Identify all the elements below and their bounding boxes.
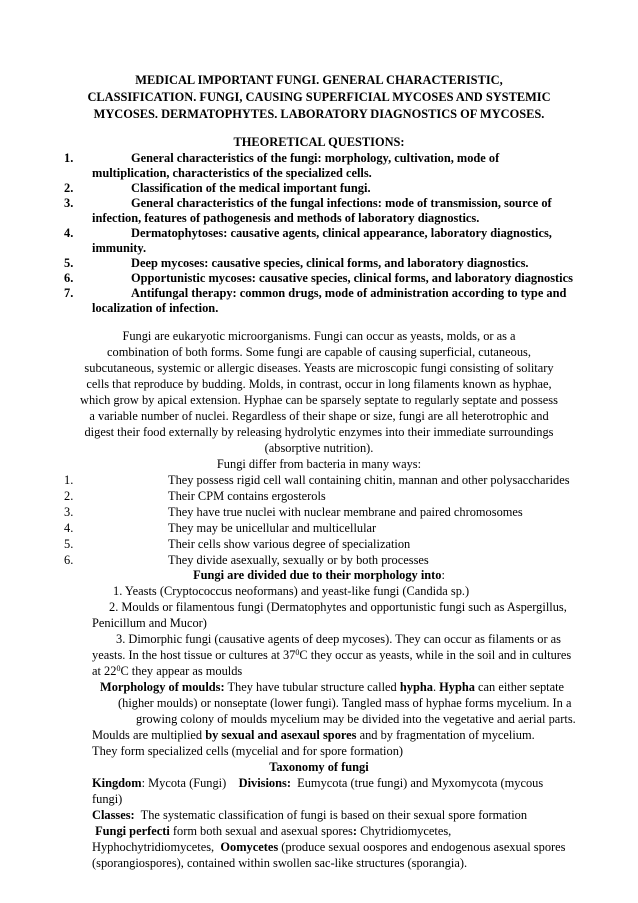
oomycetes-label: Oomycetes (220, 840, 279, 854)
title-line-2: CLASSIFICATION. FUNGI, CAUSING SUPERFICIAL MYCOSES AND SYSTEMIC (87, 90, 551, 104)
degree-superscript: 0 (295, 648, 300, 657)
divisions-label: Divisions: (238, 776, 291, 790)
degree-superscript: 0 (116, 664, 121, 673)
difference-number: 6. (64, 553, 74, 567)
taxonomy-divisions-cont: fungi) (92, 792, 123, 806)
questions-heading: THEORETICAL QUESTIONS: (233, 135, 405, 149)
question-text: General characteristics of the fungi: morphology, cultivation, mode of (131, 151, 500, 165)
taxonomy-classes-line (92, 808, 527, 823)
difference-number: 4. (64, 521, 74, 535)
kingdom-label: Kingdom (92, 776, 142, 790)
title-line-3: MYCOSES. DERMATOPHYTES. LABORATORY DIAGNOSTICS OF MYCOSES. (93, 107, 545, 121)
text-fragment: yeasts. In the host tissue or cultures at 37 (92, 648, 296, 662)
text-fragment-bold: by sexual and asexaul spores (205, 728, 357, 742)
question-text: Classification of the medical important fungi. (131, 181, 371, 195)
question-number: 3. (64, 196, 74, 210)
moulds-line-2: (higher moulds) or nonseptate (lower fungi). Tangled mass of hyphae forms mycelium. In a (118, 696, 572, 710)
morphology-heading (0, 568, 638, 583)
question-text: Deep mycoses: causative species, clinical forms, and laboratory diagnostics. (131, 256, 529, 270)
moulds-line-1 (100, 680, 564, 695)
classes-label: Classes: (92, 808, 135, 822)
taxonomy-oomycetes-line (92, 840, 565, 855)
morphology-heading-text: Fungi are divided due to their morphology into (193, 568, 442, 582)
text-fragment: (produce sexual oospores and endogenous asexual spores (278, 840, 566, 854)
intro-line: a variable number of nuclei. Regardless of their shape or size, fungi are all heterotrophic and (89, 409, 549, 423)
intro-line: Fungi are eukaryotic microorganisms. Fungi can occur as yeasts, molds, or as a (122, 329, 516, 343)
term-hypha: Hypha (439, 680, 475, 694)
text-fragment: at 22 (92, 664, 117, 678)
question-text-cont: localization of infection. (92, 301, 219, 315)
intro-line: (absorptive nutrition). (264, 441, 374, 455)
intro-line: which grow by apical extension. Hyphae can be sparsely septate to regularly septate and possess (80, 393, 558, 407)
difference-text: Their cells show various degree of specialization (168, 537, 411, 551)
text-fragment: C they occur as yeasts, while in the soil and in cultures (299, 648, 572, 662)
question-text-cont: immunity. (92, 241, 147, 255)
taxonomy-perfecti-line (92, 824, 451, 839)
morphology-item-3: 3. Dimorphic fungi (causative agents of deep mycoses). They can occur as filaments or as (116, 632, 561, 646)
morphology-item-1: 1. Yeasts (Cryptococcus neoformans) and yeast-like fungi (Candida sp.) (113, 584, 470, 598)
text-fragment: : Mycota (Fungi) (141, 776, 239, 790)
intro-line: subcutaneous, systemic or allergic diseases. Yeasts are microscopic fungi consisting of solitary (84, 361, 554, 375)
title-line-1: MEDICAL IMPORTANT FUNGI. GENERAL CHARACTERISTIC, (135, 73, 503, 87)
question-text: Dermatophytoses: causative agents, clinical appearance, laboratory diagnostics, (131, 226, 552, 240)
text-fragment: Chytridiomycetes, (356, 824, 452, 838)
question-number: 4. (64, 226, 74, 240)
difference-number: 5. (64, 537, 74, 551)
text-fragment: Moulds are multiplied (92, 728, 206, 742)
taxonomy-kingdom-line (92, 776, 543, 791)
moulds-label: Morphology of moulds: (100, 680, 225, 694)
morphology-item-2: 2. Moulds or filamentous fungi (Dermatophytes and opportunistic fungi such as Aspergillus, (109, 600, 567, 614)
text-fragment: Eumycota (true fungi) and Myxomycota (mycous (290, 776, 544, 790)
differences-heading: Fungi differ from bacteria in many ways: (216, 457, 422, 471)
morphology-item-2-cont: Penicillum and Mucor) (92, 616, 207, 630)
difference-text: They have true nuclei with nuclear membrane and paired chromosomes (168, 505, 523, 519)
text-fragment-bold: : (352, 824, 357, 838)
text-fragment: form both sexual and asexual spores (169, 824, 353, 838)
intro-line: cells that reproduce by budding. Molds, in contrast, occur in long filaments known as hyphae, (86, 377, 552, 391)
morphology-item-3-cont (92, 648, 571, 663)
text-fragment: and by fragmentation of mycelium. (356, 728, 535, 742)
question-text: Opportunistic mycoses: causative species, clinical forms, and laboratory diagnostics (131, 271, 573, 285)
text-fragment: C they appear as moulds (120, 664, 243, 678)
taxonomy-last-line: (sporangiospores), contained within swollen sac-like structures (sporangia). (92, 856, 468, 870)
question-number: 1. (64, 151, 74, 165)
text-fragment: . (432, 680, 440, 694)
moulds-line-4 (92, 728, 535, 743)
taxonomy-heading: Taxonomy of fungi (269, 760, 369, 774)
question-number: 7. (64, 286, 74, 300)
question-number: 6. (64, 271, 74, 285)
text-fragment: can either septate (474, 680, 565, 694)
difference-text: Their CPM contains ergosterols (168, 489, 326, 503)
difference-number: 1. (64, 473, 74, 487)
question-text: Antifungal therapy: common drugs, mode of administration according to type and (131, 286, 567, 300)
difference-text: They divide asexually, sexually or by both processes (168, 553, 429, 567)
question-text-cont: infection, features of pathogenesis and methods of laboratory diagnostics. (92, 211, 480, 225)
morphology-heading-colon: : (441, 568, 445, 582)
question-text: General characteristics of the fungal infections: mode of transmission, source of (131, 196, 552, 210)
perfecti-label: Fungi perfecti (92, 824, 170, 838)
question-text-cont: multiplication, characteristics of the specialized cells. (92, 166, 372, 180)
text-fragment: The systematic classification of fungi is based on their sexual spore formation (134, 808, 528, 822)
moulds-line-3: growing colony of moulds mycelium may be divided into the vegetative and aerial parts. (136, 712, 576, 726)
difference-text: They may be unicellular and multicellular (168, 521, 377, 535)
difference-number: 2. (64, 489, 74, 503)
text-fragment: They have tubular structure called (224, 680, 400, 694)
term-hypha: hypha (399, 680, 433, 694)
question-number: 5. (64, 256, 74, 270)
intro-line: digest their food externally by releasing hydrolytic enzymes into their immediate surroundings (84, 425, 554, 439)
difference-number: 3. (64, 505, 74, 519)
moulds-line-5: They form specialized cells (mycelial and for spore formation) (92, 744, 404, 758)
intro-line: combination of both forms. Some fungi are capable of causing superficial, cutaneous, (107, 345, 531, 359)
difference-text: They possess rigid cell wall containing chitin, mannan and other polysaccharides (168, 473, 570, 487)
question-number: 2. (64, 181, 74, 195)
text-fragment: Hyphochytridiomycetes, (92, 840, 221, 854)
morphology-item-3-cont (92, 664, 242, 679)
